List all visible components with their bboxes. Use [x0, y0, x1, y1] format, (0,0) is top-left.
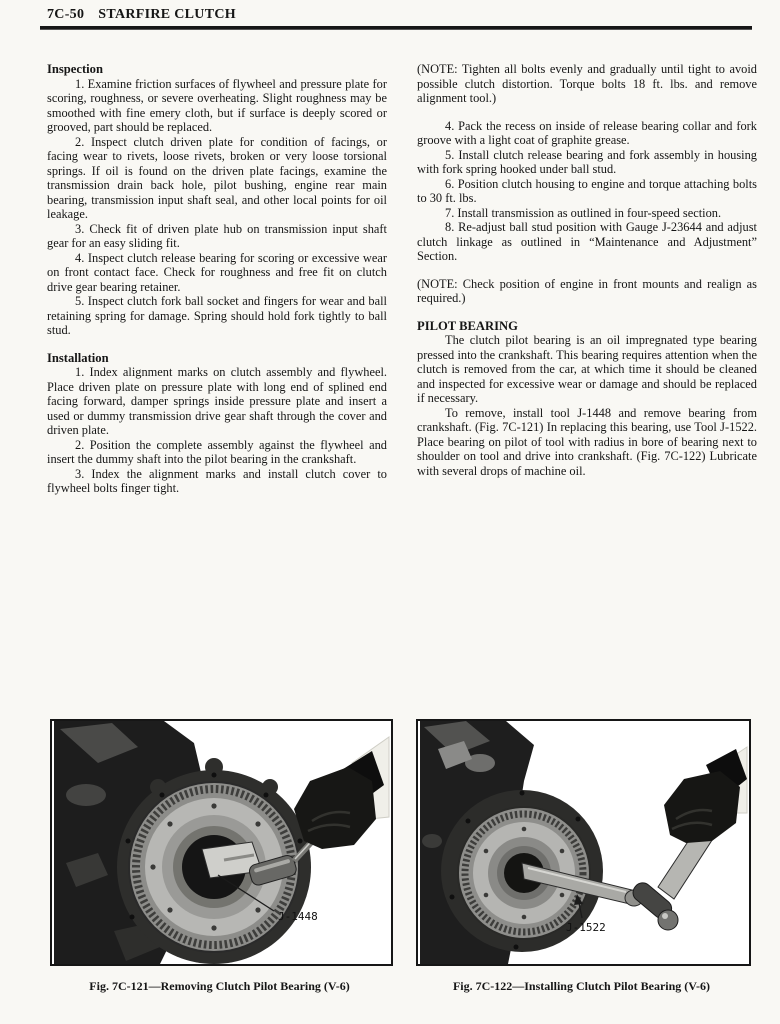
inspection-item-1: 1. Examine friction surfaces of flywheel and pressure plate for scoring, roughness, or severe overheating. Slight roughness may be smoothed with fine emery cloth, but if surface is deeply scored or grooved, part should be replaced.	[47, 76, 387, 134]
inspection-item-2: 2. Inspect clutch driven plate for condition of facings, or facing wear to rivets, loose rivets, broken or very loose torsional springs. If oil is found on the driven plate facings, examine the transmission drain back hole, pilot bushing, engine rear main bearing, transmission input shaft seal, and other local points for oil leakage.	[47, 134, 387, 221]
left-column	[47, 62, 387, 496]
procedure-item-7: 7. Install transmission as outlined in four-speed section.	[445, 205, 722, 220]
section-title: STARFIRE CLUTCH	[98, 7, 236, 22]
procedure-item-4: 4. Pack the recess on inside of release bearing collar and fork groove with a light coat of graphite grease.	[417, 118, 757, 147]
tool-label-j1448: J-1448	[278, 910, 318, 923]
pilot-bearing-paragraph-1: The clutch pilot bearing is an oil impregnated type bearing pressed into the crankshaft. This bearing requires attention when the clutch is removed from the car, at which time it should be cleaned and inspected for excessive wear or damage and should be replaced if necessary.	[417, 333, 757, 405]
inspection-item-3: 3. Check fit of driven plate hub on transmission input shaft gear for an easy sliding fit.	[47, 221, 387, 250]
installation-heading: Installation	[47, 350, 109, 365]
pilot-bearing-paragraph-2: To remove, install tool J-1448 and remove bearing from crankshaft. (Fig. 7C-121) In replacing this bearing, use Tool J-1522. Place bearing on pilot of tool with radius in bore of bearing next to shoulder on tool and drive into crankshaft. (Fig. 7C-122) Lubricate with several drops of machine oil.	[417, 405, 757, 478]
pilot-bearing-heading: PILOT BEARING	[417, 318, 518, 333]
procedure-item-6: 6. Position clutch housing to engine and torque attaching bolts to 30 ft. lbs.	[417, 176, 757, 205]
section-number: 7C-50	[47, 7, 85, 22]
page-header	[47, 7, 236, 23]
header-rule	[40, 26, 752, 30]
figure-1-caption: Fig. 7C-121—Removing Clutch Pilot Bearing (V-6)	[89, 979, 350, 993]
figure-removing-pilot-bearing	[50, 719, 389, 993]
figure-installing-pilot-bearing	[416, 719, 747, 993]
photo-removing-pilot-bearing	[50, 719, 393, 966]
photo-installing-pilot-bearing	[416, 719, 751, 966]
procedure-item-5: 5. Install clutch release bearing and fork assembly in housing with fork spring hooked under ball stud.	[417, 147, 757, 176]
right-column	[417, 62, 757, 478]
installation-item-3: 3. Index the alignment marks and install clutch cover to flywheel bolts finger tight.	[47, 466, 387, 495]
note-engine-mounts: (NOTE: Check position of engine in front mounts and realign as required.)	[417, 276, 757, 305]
note-torque: (NOTE: Tighten all bolts evenly and gradually until tight to avoid possible clutch distortion. Torque bolts 18 ft. lbs. and remove alignment tool.)	[417, 62, 757, 105]
inspection-heading: Inspection	[47, 62, 103, 76]
procedure-item-8: 8. Re-adjust ball stud position with Gauge J-23644 and adjust clutch linkage as outlined in “Maintenance and Adjustment” Section.	[417, 220, 757, 263]
figure-2-caption: Fig. 7C-122—Installing Clutch Pilot Bearing (V-6)	[452, 979, 711, 993]
tool-label-j1522: J-1522	[566, 921, 606, 934]
inspection-item-4: 4. Inspect clutch release bearing for scoring or excessive wear on front contact face. Check for roughness and free fit on clutch drive gear bearing retainer.	[47, 250, 387, 294]
inspection-item-5: 5. Inspect clutch fork ball socket and fingers for wear and ball retaining spring for damage. Spring should hold fork tightly to ball stud.	[47, 294, 387, 337]
installation-item-1: 1. Index alignment marks on clutch assembly and flywheel. Place driven plate on pressure plate with long end of splined end facing forward, damper springs inside pressure plate and insert a used or dummy transmission drive gear shaft through the cover and driven plate.	[47, 365, 387, 437]
installation-item-2: 2. Position the complete assembly against the flywheel and insert the dummy shaft into the pilot bearing in the crankshaft.	[47, 437, 387, 466]
